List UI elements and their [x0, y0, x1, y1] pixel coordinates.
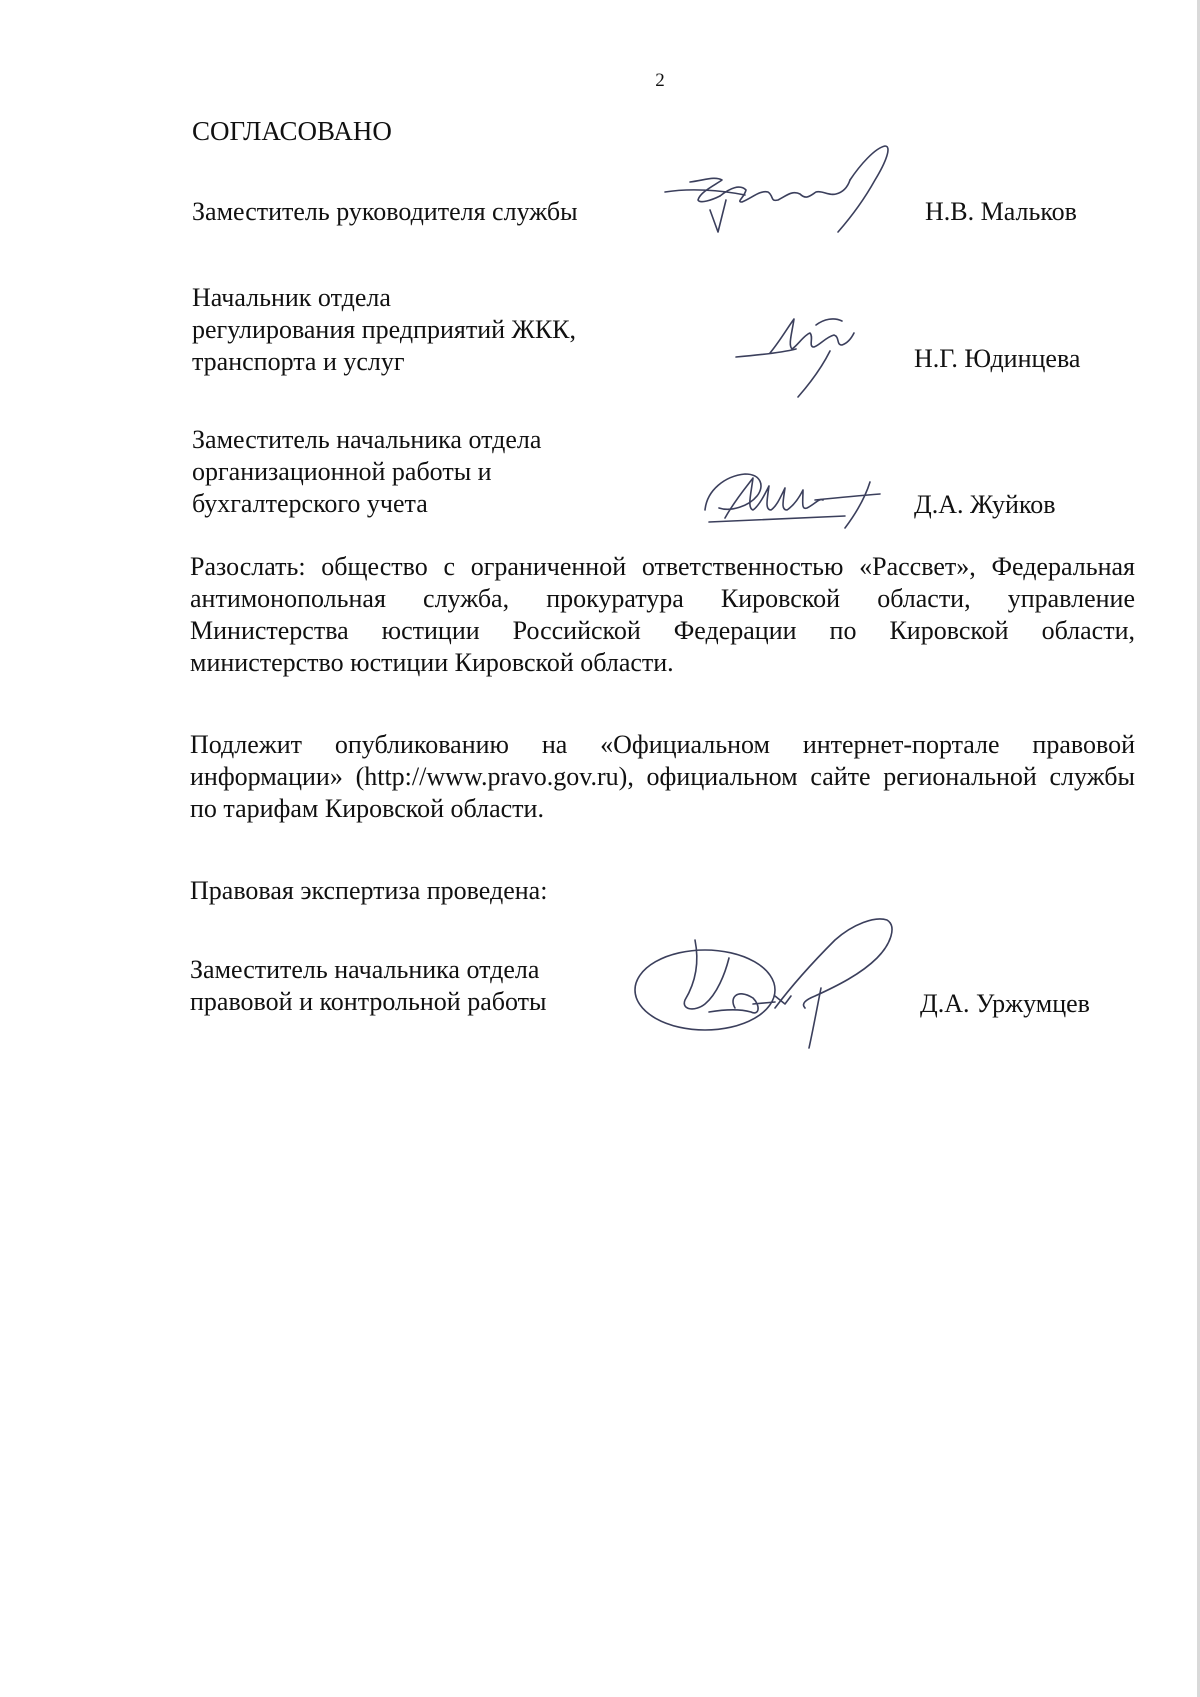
approval-heading: СОГЛАСОВАНО — [192, 116, 392, 146]
legal-review-position — [190, 954, 546, 1018]
position-line: Заместитель начальника отдела — [192, 425, 542, 454]
position-line: транспорта и услуг — [192, 347, 405, 376]
signature-zhuykov — [695, 460, 895, 540]
position-line: Заместитель руководителя службы — [192, 197, 578, 226]
legal-review-heading: Правовая экспертиза проведена: — [190, 876, 548, 905]
distribution-paragraph: Разослать: общество с ограниченной ответственностью «Рассвет», Федеральная антимонопольная служба, прокуратура Кировской области, управление Министерства юстиции Российской Федерации по Кировской области, министерство юстиции Кировской области. — [190, 552, 1135, 677]
position-line: организационной работы и — [192, 457, 492, 486]
signature-yudintseva — [730, 305, 870, 405]
approval-position-3 — [192, 424, 541, 520]
position-line: бухгалтерского учета — [192, 489, 428, 518]
signature-malkov — [660, 140, 940, 250]
publication-paragraph: Подлежит опубликованию на «Официальном интернет-портале правовой информации» (http://www.pravo.gov.ru), официальном сайте региональной службы по тарифам Кировской области. — [190, 730, 1135, 823]
position-line: Заместитель начальника отдела — [190, 955, 540, 984]
position-line: правовой и контрольной работы — [190, 987, 547, 1016]
position-line: Начальник отдела — [192, 283, 391, 312]
approval-name-3: Д.А. Жуйков — [914, 490, 1056, 519]
legal-review-name: Д.А. Уржумцев — [920, 989, 1090, 1018]
approval-position-2 — [192, 282, 576, 378]
approval-name-2: Н.Г. Юдинцева — [914, 344, 1081, 373]
signature-urzhumtsev — [625, 900, 945, 1050]
page-number: 2 — [655, 70, 665, 91]
position-line: регулирования предприятий ЖКК, — [192, 315, 577, 344]
approval-name-1: Н.В. Мальков — [925, 197, 1077, 226]
approval-position-1 — [192, 196, 578, 228]
